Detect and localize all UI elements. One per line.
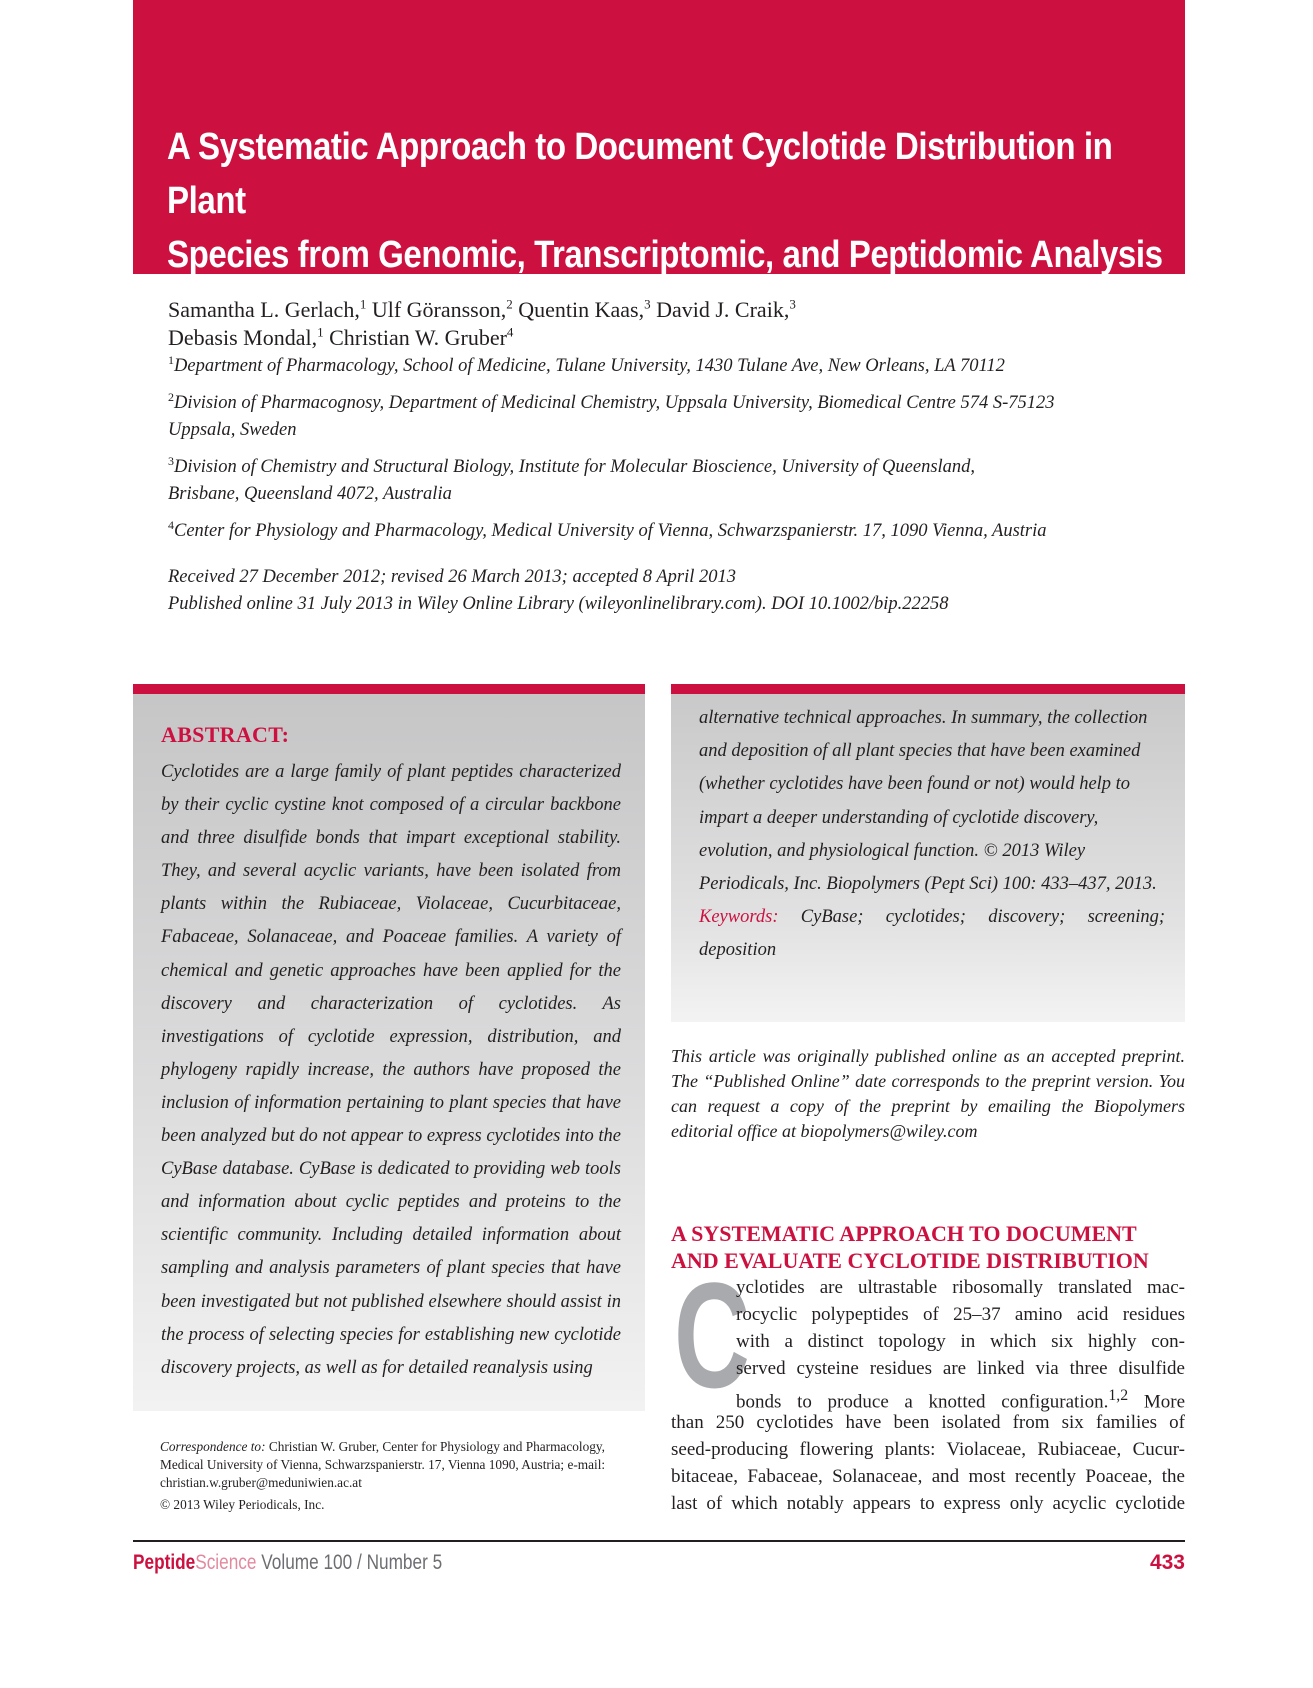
author-name: Quentin Kaas, — [518, 297, 645, 322]
title-line: A Systematic Approach to Document Cyclotide Distribution in Plant — [167, 126, 1113, 222]
affiliation-text-continued: Brisbane, Queensland 4072, Australia — [168, 484, 452, 504]
body-text-indented — [736, 1274, 1185, 1415]
author-affiliation-mark: 1 — [359, 296, 367, 312]
body-text — [671, 1409, 1185, 1517]
keyword: discovery; — [988, 907, 1066, 928]
affiliation — [168, 390, 1168, 444]
keyword: CyBase; — [800, 907, 864, 928]
citation-mark: 1,2 — [1108, 1387, 1129, 1404]
body-line: served cysteine residues are linked via three disulfide — [736, 1358, 1185, 1379]
author-affiliation-mark: 1 — [317, 324, 324, 340]
author-line — [168, 296, 1168, 324]
title-line: Species from Genomic, Transcriptomic, and Peptidomic Analysis — [167, 234, 1163, 276]
author-name: David J. Craik, — [656, 297, 790, 322]
author-affiliation-mark: 4 — [506, 324, 514, 340]
keyword: deposition — [699, 940, 777, 961]
abstract-text: Cyclotides are a large family of plant peptides characterized by their cyclic cystine knot composed of a circular backbone and three disulfide bonds that impart exceptional stability. They, and several acyclic variants, have been isolated from plants within the Rubiaceae, Violaceae, Cucurbitaceae, Fabaceae, Solanaceae, and Poaceae families. A variety of chemical and genetic approaches have been applied for the discovery and characterization of cyclotides. As investigations of cyclotide expression, distribution, and phylogeny rapidly increase, the authors have proposed the inclusion of information pertaining to plant species that have been analyzed but do not appear to express cyclotides into the CyBase database. CyBase is dedicated to providing web tools and information about cyclic peptides and proteins to the scientific community. Including detailed information about sampling and analysis parameters of plant species that have been investigated but not published elsewhere should assist in the process of selecting species for establishing new cyclotide discovery projects, as well as for detailed reanalysis using — [161, 762, 621, 1378]
author-name: Debasis Mondal, — [168, 325, 318, 350]
volume-issue: Volume 100 / Number 5 — [256, 1551, 443, 1574]
affiliation-text: Division of Chemistry and Structural Biology, Institute for Molecular Bioscience, University of Queensland, — [174, 457, 976, 477]
drop-cap: C — [674, 1251, 750, 1419]
affiliation-list — [168, 353, 1168, 555]
published-online: Published online 31 July 2013 in Wiley Online Library (wileyonlinelibrary.com). DOI 10.1002/bip.22258 — [168, 594, 949, 614]
preprint-note: This article was originally published online as an accepted preprint. The “Published Online” date corresponds to the preprint version. You can request a copy of the preprint by emailing the Biopolymers editorial office at biopolymers@wiley.com — [671, 1046, 1185, 1141]
affiliation-number: 2 — [168, 389, 174, 404]
page-number: 433 — [1149, 1551, 1185, 1574]
body-line: with a distinct topology in which six highly con- — [736, 1331, 1185, 1352]
author-name: Ulf Göransson, — [371, 297, 507, 322]
affiliation-number: 1 — [168, 352, 174, 367]
title-banner — [133, 0, 1185, 274]
abstract-panel-right — [671, 684, 1185, 1022]
abstract-continued — [699, 702, 1165, 968]
abstract-text-continued: alternative technical approaches. In summary, the collection and deposition of all plant species that have been examined (whether cyclotides have been found or not) would help to impart a deeper understanding of cyclotide discovery, evolution, and physiological function. © 2013 Wiley Periodicals, Inc. Biopolymers (Pept Sci) 100: 433–437, 2013. — [699, 708, 1157, 895]
body-line: than 250 cyclotides have been isolated from six families of — [671, 1412, 1185, 1433]
author-affiliation-mark: 2 — [506, 296, 513, 312]
author-name: Samantha L. Gerlach, — [168, 297, 360, 322]
body-line: yclotides are ultrastable ribosomally translated mac- — [736, 1277, 1185, 1298]
affiliation-text: Department of Pharmacology, School of Medicine, Tulane University, 1430 Tulane Ave, New Orleans, LA 70112 — [174, 356, 1005, 376]
abstract-heading: ABSTRACT: — [161, 722, 290, 747]
page-footer — [133, 1551, 1185, 1581]
keywords-label: Keywords: — [699, 907, 779, 928]
correspondence-label: Correspondence to: — [160, 1439, 266, 1454]
body-line: bitaceae, Fabaceae, Solanaceae, and most recently Poaceae, the — [671, 1466, 1185, 1487]
footer-rule — [133, 1540, 1185, 1542]
affiliation-text: Center for Physiology and Pharmacology, Medical University of Vienna, Schwarzspanierstr. 17, 1090 Vienna, Austria — [174, 521, 1047, 541]
author-name: Christian W. Gruber — [329, 325, 507, 350]
body-line-text: bonds to produce a knotted configuration. — [736, 1391, 1109, 1413]
received-dates: Received 27 December 2012; revised 26 March 2013; accepted 8 April 2013 — [168, 567, 737, 587]
affiliation-number: 3 — [168, 453, 174, 468]
affiliation-text-continued: Uppsala, Sweden — [168, 420, 297, 440]
article-title — [167, 120, 1168, 282]
keyword: screening; — [1087, 907, 1165, 928]
author-line — [168, 324, 1168, 352]
affiliation — [168, 454, 1168, 508]
correspondence-text: Christian W. Gruber, Center for Physiology and Pharmacology, Medical University of Vienna, Schwarzspanierstr. 17, Vienna 1090, Austria; e-mail: christian.w.gruber@meduniwien.ac.at — [160, 1439, 606, 1490]
body-line: seed-producing flowering plants: Violaceae, Rubiaceae, Cucur- — [671, 1439, 1185, 1460]
section-heading-line: A SYSTEMATIC APPROACH TO DOCUMENT — [671, 1221, 1137, 1246]
body-line-text: More — [1128, 1391, 1186, 1413]
affiliation — [168, 353, 1168, 380]
affiliation — [168, 518, 1168, 545]
affiliation-text: Division of Pharmacognosy, Department of Medicinal Chemistry, Uppsala University, Biomedical Centre 574 S-75123 — [174, 393, 1055, 413]
body-line: last of which notably appears to express only acyclic cyclotide — [671, 1493, 1185, 1514]
publication-dates — [168, 564, 1168, 618]
author-affiliation-mark: 3 — [789, 296, 796, 312]
author-affiliation-mark: 3 — [644, 296, 651, 312]
journal-name-part: Science — [195, 1551, 257, 1574]
section-heading-line: AND EVALUATE CYCLOTIDE DISTRIBUTION — [671, 1248, 1149, 1273]
abstract-panel-left — [133, 684, 645, 1411]
journal-info — [133, 1551, 442, 1575]
author-list — [168, 296, 1168, 352]
journal-name-part: Peptide — [133, 1551, 196, 1574]
copyright-notice: © 2013 Wiley Periodicals, Inc. — [160, 1497, 325, 1512]
affiliation-number: 4 — [168, 517, 174, 532]
keywords-line — [699, 901, 1165, 934]
correspondence-note — [160, 1438, 646, 1492]
body-line: rocyclic polypeptides of 25–37 amino acid residues — [736, 1304, 1185, 1325]
keyword: cyclotides; — [885, 907, 966, 928]
